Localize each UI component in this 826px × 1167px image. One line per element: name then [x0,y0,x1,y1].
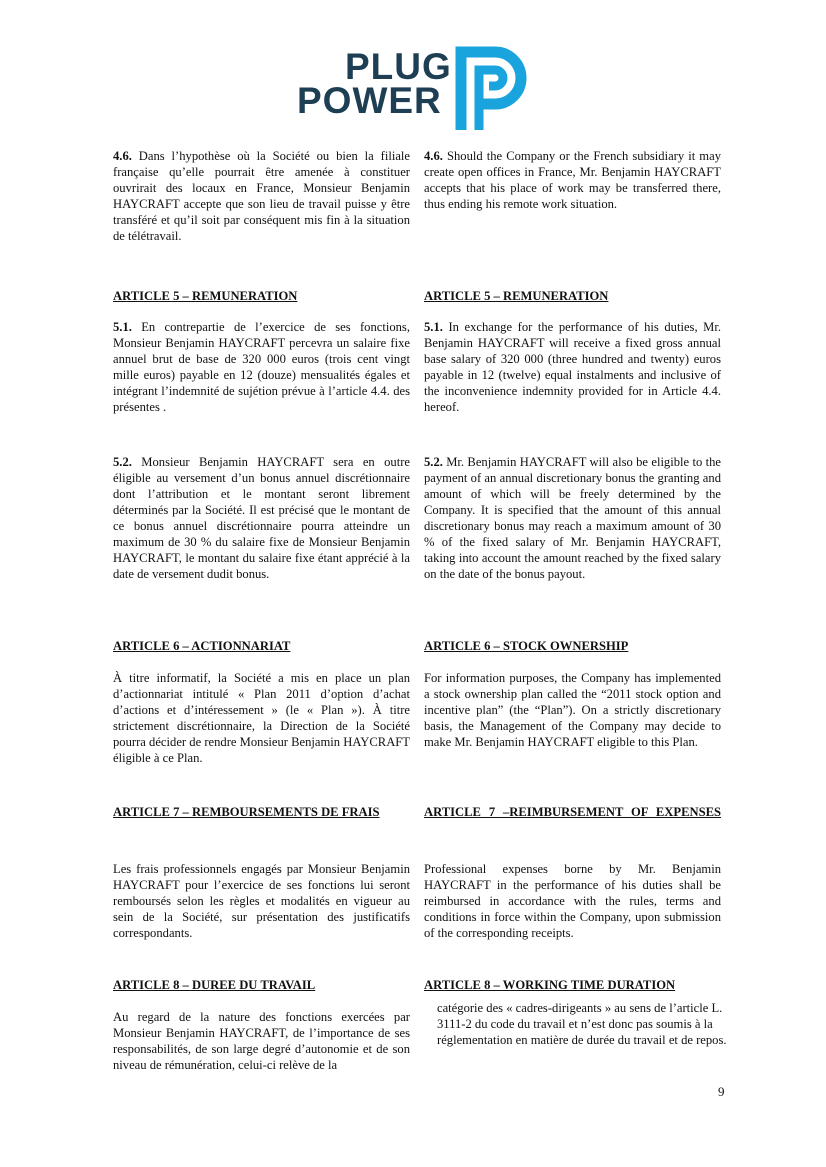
section-number: 5.1. [424,320,443,334]
logo-line-1: PLUG [345,46,452,87]
article-5-heading-en: ARTICLE 5 – REMUNERATION [424,289,609,303]
article-6-heading-fr: ARTICLE 6 – ACTIONNARIAT [113,639,291,653]
section-text: Monsieur Benjamin HAYCRAFT sera en outre éligible au versement d’un bonus annuel discrétionnaire dont l’attribution et le montant seront librement déterminés par la Société. Il est précisé que le montant de ce bonus annuel discrétionnaire pourra atteindre un maximum de 30 % du salaire fixe de Monsieur Benjamin HAYCRAFT, le montant du salaire fixe étant apprécié à la date de versement dudit bonus. [113,455,410,581]
article-7-heading-en: ARTICLE 7 –REIMBURSEMENT OF EXPENSES [424,805,721,819]
article-6-text-en: For information purposes, the Company has implemented a stock ownership plan called the “2011 stock option and incentive plan” (the “Plan”). On a strictly discretionary basis, the Management of the Company may decide to make Mr. Benjamin HAYCRAFT eligible to this Plan. [424,671,721,749]
logo-wordmark [297,46,452,121]
section-5-1-en [424,319,721,415]
article-5-heading-fr: ARTICLE 5 – REMUNERATION [113,289,298,303]
section-5-2-en [424,454,721,582]
article-8-text-fr: Au regard de la nature des fonctions exercées par Monsieur Benjamin HAYCRAFT, de l’importance de ses responsabilités, de son large degré d’autonomie et de son niveau de rémunération, celui-ci relève de la [113,1010,410,1072]
article-7-text-en: Professional expenses borne by Mr. Benjamin HAYCRAFT in the performance of his duties shall be reimbursed in accordance with the rules, terms and conditions in force within the Company, upon submission of the corresponding receipts. [424,862,721,940]
section-text: Mr. Benjamin HAYCRAFT will also be eligible to the payment of an annual discretionary bonus the granting and amount of which will be freely determined by the Company. It is specified that the amount of this annual discretionary bonus may reach a maximum amount of 30 % of the fixed salary of Mr. Benjamin HAYCRAFT, taking into account the amount reached by the fixed salary on the date of the bonus payout. [424,455,721,581]
article-7-heading-fr: ARTICLE 7 – REMBOURSEMENTS DE FRAIS [113,805,380,819]
article-8-heading-fr: ARTICLE 8 – DUREE DU TRAVAIL [113,978,316,992]
plug-power-p-icon [455,46,531,132]
section-text: Dans l’hypothèse où la Société ou bien la filiale française qu’elle pourrait être amenée à constituer ouvrirait des locaux en France, Monsieur Benjamin HAYCRAFT accepte que son lieu de travail puisse y être transféré et qu’il soit par conséquent mis fin à la situation de télétravail. [113,149,410,243]
logo-line-2: POWER [297,80,442,121]
section-text: En contrepartie de l’exercice de ses fonctions, Monsieur Benjamin HAYCRAFT percevra un salaire fixe annuel brut de base de 320 000 euros (trois cent vingt mille euros) payable en 12 (douze) mensualités égales et intégrant l’indemnité de sujétion prévue à l’article 4.4. des présentes . [113,320,410,414]
article-6-heading-en: ARTICLE 6 – STOCK OWNERSHIP [424,639,629,653]
section-5-1-fr [113,319,410,415]
section-number: 4.6. [424,149,443,163]
plug-power-logo [297,46,531,132]
section-number: 5.1. [113,320,132,334]
article-7-text-fr: Les frais professionnels engagés par Monsieur Benjamin HAYCRAFT pour l’exercice de ses fonctions lui seront remboursés selon les règles et modalités en vigueur au sein de la Société, sur présentation des justificatifs correspondants. [113,862,410,940]
section-number: 5.2. [424,455,443,469]
page-number: 9 [718,1084,725,1099]
article-8-heading-en: ARTICLE 8 – WORKING TIME DURATION [424,978,676,992]
section-5-2-fr [113,454,410,582]
article-6-text-fr: À titre informatif, la Société a mis en place un plan d’actionnariat intitulé « Plan 2011 d’option d’achat d’actions et d’intéressement » (le « Plan »). À titre strictement discrétionnaire, la Direction de la Société pourra décider de rendre Monsieur Benjamin HAYCRAFT éligible à ce Plan. [113,671,410,765]
section-number: 5.2. [113,455,132,469]
section-number: 4.6. [113,149,132,163]
article-8-text-en: catégorie des « cadres-dirigeants » au sens de l’article L. 3111-2 du code du travail et n’est donc pas soumis à la réglementation en matière de durée du travail et de repos. [437,1001,727,1047]
section-text: Should the Company or the French subsidiary it may create open offices in France, Mr. Benjamin HAYCRAFT accepts that his place of work may be transferred there, thus ending his remote work situation. [424,149,721,211]
section-4-6-en [424,148,721,212]
section-4-6-fr [113,148,410,244]
section-text: In exchange for the performance of his duties, Mr. Benjamin HAYCRAFT will receive a fixed gross annual base salary of 320 000 (three hundred and twenty) euros payable in 12 (twelve) equal instalments and inclusive of the inconvenience indemnity provided for in Article 4.4. hereof. [424,320,722,414]
